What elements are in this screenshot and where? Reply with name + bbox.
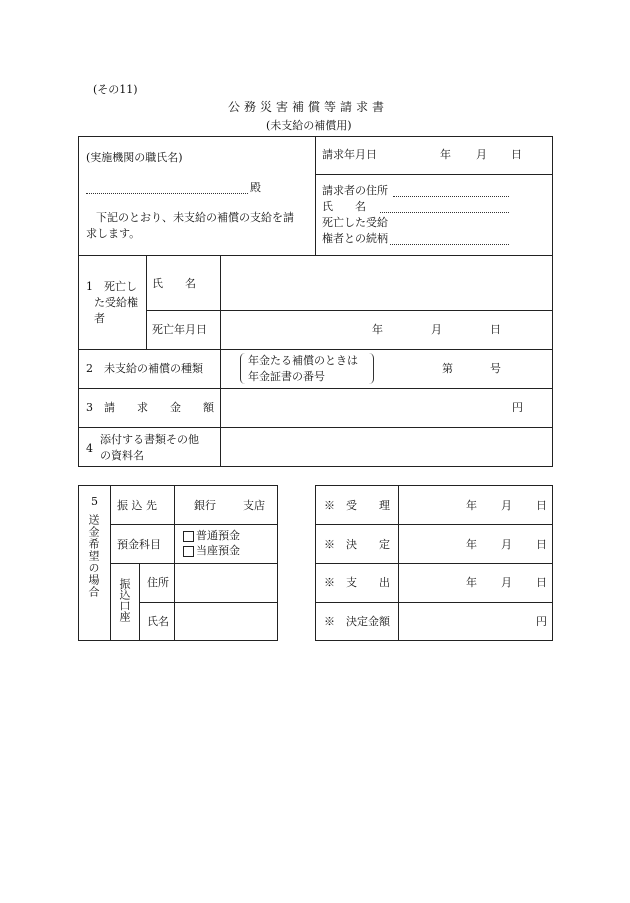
receipt-month: 月 (501, 499, 512, 512)
receipt-label: ※ 受 理 (324, 499, 390, 512)
decision-day: 日 (536, 538, 547, 551)
receipt-day: 日 (536, 499, 547, 512)
agency-label: (実施機関の職氏名) (86, 151, 183, 164)
decision-year: 年 (466, 538, 477, 551)
pension-note-line1: 年金たる補償のときは (248, 354, 358, 367)
claimant-name-label: 氏 名 (322, 200, 366, 213)
payment-label: ※ 支 出 (324, 576, 390, 589)
current-deposit-checkbox[interactable] (183, 546, 194, 557)
receipt-year: 年 (466, 499, 477, 512)
account-name-label: 氏名 (147, 615, 169, 628)
remittance-number: 5 (91, 495, 98, 508)
relation-label-line2: 権者との続柄 (322, 232, 388, 245)
section2-heading: 2 未支給の補償の種類 (86, 362, 203, 375)
ordinary-deposit-label: 普通預金 (196, 529, 240, 542)
section1-heading-line1: 1 死亡し (86, 280, 137, 293)
death-month: 月 (431, 323, 442, 336)
request-statement-line1: 下記のとおり、未支給の補償の支給を請 (96, 211, 294, 224)
death-year: 年 (372, 323, 383, 336)
certificate-go: 号 (490, 362, 501, 375)
current-deposit-label: 当座預金 (196, 544, 240, 557)
honorific: 殿 (250, 181, 261, 194)
request-statement-line2: 求します。 (86, 227, 141, 240)
claimant-address-field[interactable] (393, 196, 509, 197)
relation-label-line1: 死亡した受給 (322, 216, 388, 229)
page-title: 公務災害補償等請求書 (228, 100, 389, 114)
bank-label: 銀行 (194, 499, 216, 512)
account-label: 振込口座 (118, 578, 131, 622)
section4-heading-line1: 添付する書類その他 (100, 433, 199, 446)
request-day: 日 (511, 148, 522, 161)
page-subtitle: (未支給の補償用) (266, 119, 352, 132)
death-day: 日 (490, 323, 501, 336)
payment-year: 年 (466, 576, 477, 589)
decision-month: 月 (501, 538, 512, 551)
section4-number: 4 (86, 442, 93, 455)
decided-amount-yen: 円 (536, 615, 547, 628)
claimant-address-label: 請求者の住所 (322, 184, 388, 197)
remittance-title: 送金希望の場合 (87, 514, 100, 598)
request-month: 月 (476, 148, 487, 161)
request-date-label: 請求年月日 (322, 148, 377, 161)
request-year: 年 (440, 148, 451, 161)
pension-note-line2: 年金証書の番号 (248, 370, 325, 383)
section4-heading-line2: の資料名 (100, 449, 144, 462)
account-address-label: 住所 (147, 576, 169, 589)
claim-yen: 円 (512, 401, 523, 414)
form-number: (その11) (93, 83, 138, 96)
branch-label: 支店 (243, 499, 265, 512)
section1-heading-line3: 者 (94, 312, 105, 325)
agency-name-field[interactable] (86, 193, 248, 194)
ordinary-deposit-checkbox[interactable] (183, 531, 194, 542)
deposit-type-label: 預金科目 (117, 538, 161, 551)
certificate-dai: 第 (442, 362, 453, 375)
claimant-name-field[interactable] (380, 212, 509, 213)
relation-field[interactable] (390, 244, 509, 245)
decision-label: ※ 決 定 (324, 538, 390, 551)
payment-month: 月 (501, 576, 512, 589)
decided-amount-label: ※ 決定金額 (324, 615, 390, 628)
deceased-name-label: 氏 名 (152, 277, 196, 290)
death-date-label: 死亡年月日 (152, 323, 207, 336)
payment-day: 日 (536, 576, 547, 589)
section3-heading: 3 請 求 金 額 (86, 401, 214, 414)
section1-heading-line2: た受給権 (94, 296, 138, 309)
transfer-to-label: 振 込 先 (117, 499, 157, 512)
